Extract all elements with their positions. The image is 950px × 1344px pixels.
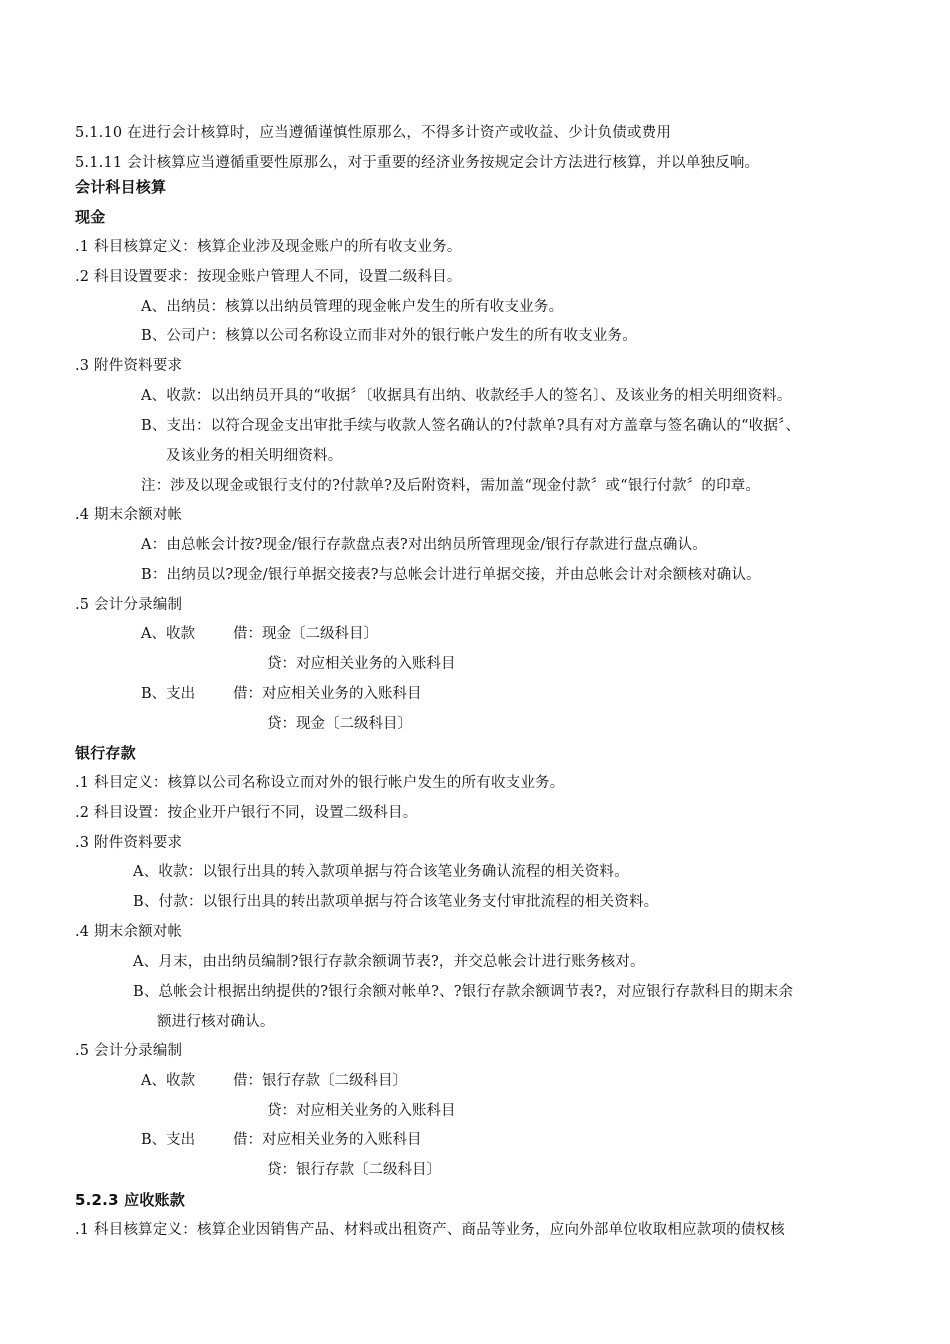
bank-period-end-item-a: A、月末，由出纳员编制?银行存款余额调节表?，并交总帐会计进行账务核对。 (133, 954, 645, 970)
bank-period-end-item-b-cont: 额进行核对确认。 (157, 1014, 275, 1030)
bank-journal-heading: .5 会计分录编制 (75, 1043, 183, 1059)
bank-receipt-credit: 贷：对应相关业务的入账科目 (267, 1103, 456, 1119)
cash-receipt-debit: 借：现金〔二级科目〕 (233, 626, 378, 642)
cash-period-end-item-a: A：由总帐会计按?现金/银行存款盘点表?对出纳员所管理现金/银行存款进行盘点确认。 (141, 537, 707, 553)
receivable-definition: .1 科目核算定义：核算企业因销售产品、材料或出租资产、商品等业务，应向外部单位收取相应款项的债权核 (75, 1222, 785, 1238)
cash-payment-credit: 贷：现金〔二级科目〕 (267, 716, 412, 732)
bank-definition: .1 科目定义：核算以公司名称设立而对外的银行帐户发生的所有收支业务。 (75, 775, 565, 791)
cash-setup-item-b: B、公司户：核算以公司名称设立而非对外的银行帐户发生的所有收支业务。 (141, 328, 637, 344)
cash-payment-label: B、支出 (141, 686, 196, 702)
bank-receipt-label: A、收款 (141, 1073, 195, 1089)
cash-setup-item-a: A、出纳员：核算以出纳员管理的现金帐户发生的所有收支业务。 (141, 299, 564, 315)
bank-setup: .2 科目设置：按企业开户银行不同，设置二级科目。 (75, 805, 418, 821)
section-heading-accounts-receivable: 5.2.3 应收账款 (75, 1191, 185, 1209)
bank-period-end-heading: .4 期末余额对帐 (75, 924, 183, 940)
bank-attachment-item-b: B、付款：以银行出具的转出款项单据与符合该笔业务支付审批流程的相关资料。 (133, 894, 659, 910)
cash-attachment-heading: .3 附件资料要求 (75, 358, 183, 374)
cash-attachment-item-a: A、收款：以出纳员开具的“收据〞〔收据具有出纳、收款经手人的签名〕、及该业务的相关明细资料。 (141, 388, 792, 404)
paragraph-5-1-10: 5.1.10 在进行会计核算时，应当遵循谨慎性原那么，不得多计资产或收益、少计负债或费用 (75, 125, 672, 141)
cash-receipt-label: A、收款 (141, 626, 195, 642)
paragraph-5-1-11: 5.1.11 会计核算应当遵循重要性原那么，对于重要的经济业务按规定会计方法进行核算，并以单独反响。 (75, 155, 760, 171)
bank-period-end-item-b: B、总帐会计根据出纳提供的?银行余额对帐单?、?银行存款余额调节表?，对应银行存款科目的期末余 (133, 984, 794, 1000)
bank-attachment-heading: .3 附件资料要求 (75, 835, 183, 851)
bank-payment-credit: 贷：银行存款〔二级科目〕 (267, 1162, 441, 1178)
cash-setup-requirement: .2 科目设置要求：按现金账户管理人不同，设置二级科目。 (75, 269, 462, 285)
cash-attachment-note: 注：涉及以现金或银行支付的?付款单?及后附资料，需加盖“现金付款〞或“银行付款〞的印章。 (141, 478, 761, 494)
cash-attachment-item-b: B、支出：以符合现金支出审批手续与收款人签名确认的?付款单?具有对方盖章与签名确认的“收据〞、 (141, 418, 801, 434)
cash-journal-heading: .5 会计分录编制 (75, 597, 183, 613)
subsection-heading-bank-deposit: 银行存款 (75, 744, 136, 762)
cash-period-end-heading: .4 期末余额对帐 (75, 507, 183, 523)
cash-period-end-item-b: B：出纳员以?现金/银行单据交接表?与总帐会计进行单据交接，并由总帐会计对余额核对确认。 (141, 567, 761, 583)
cash-attachment-item-b-cont: 及该业务的相关明细资料。 (166, 448, 343, 464)
subsection-heading-cash: 现金 (75, 208, 106, 226)
cash-payment-debit: 借：对应相关业务的入账科目 (233, 686, 422, 702)
bank-receipt-debit: 借：银行存款〔二级科目〕 (233, 1073, 407, 1089)
cash-definition: .1 科目核算定义：核算企业涉及现金账户的所有收支业务。 (75, 239, 462, 255)
cash-receipt-credit: 贷：对应相关业务的入账科目 (267, 656, 456, 672)
section-heading-accounting-subjects: 会计科目核算 (75, 178, 167, 196)
bank-attachment-item-a: A、收款：以银行出具的转入款项单据与符合该笔业务确认流程的相关资料。 (133, 864, 629, 880)
bank-payment-debit: 借：对应相关业务的入账科目 (233, 1132, 422, 1148)
bank-payment-label: B、支出 (141, 1132, 196, 1148)
